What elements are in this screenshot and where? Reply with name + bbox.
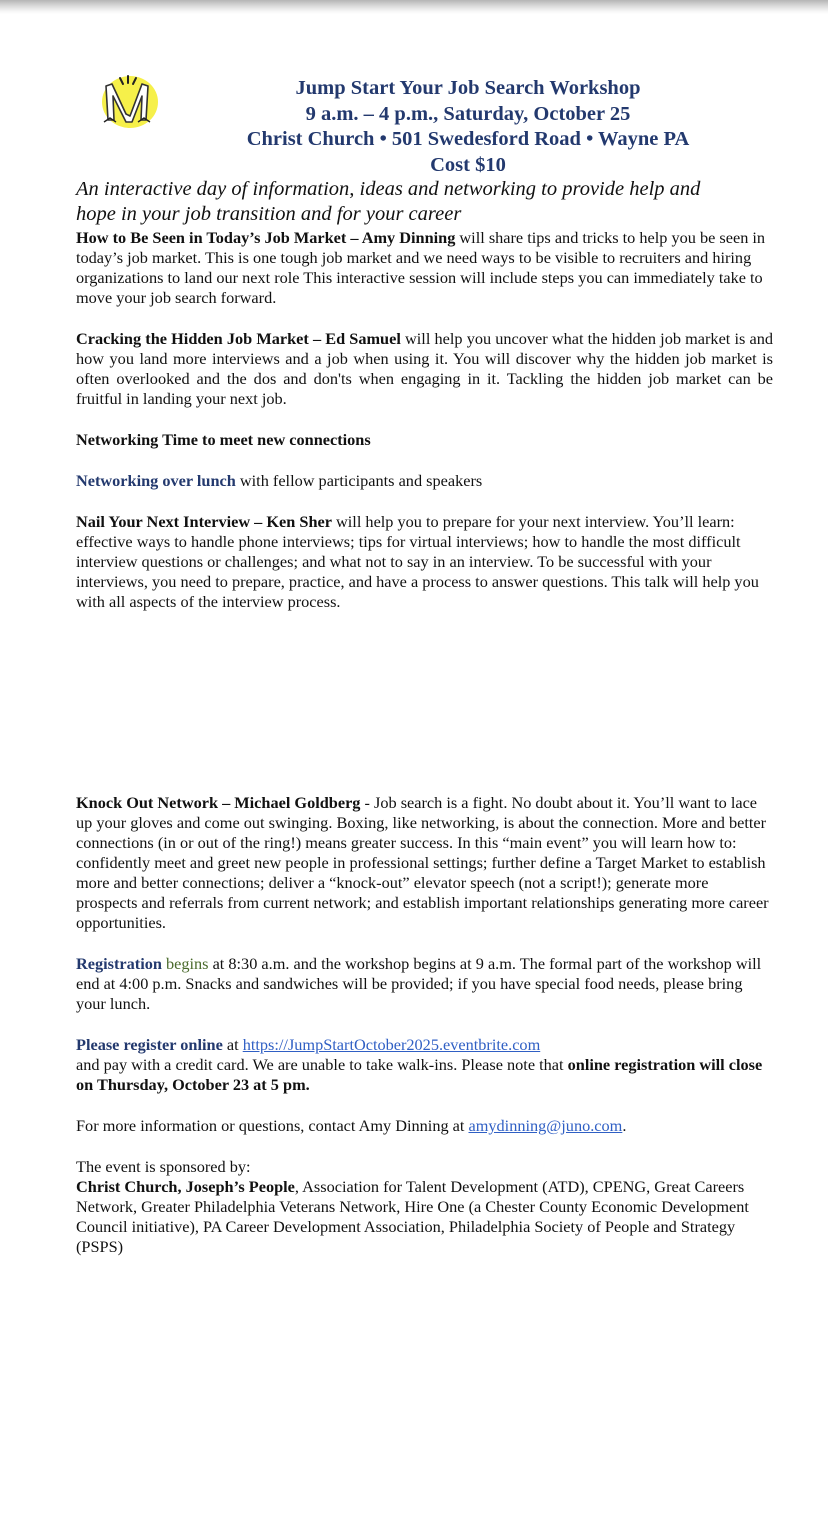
event-cost: Cost $10	[430, 153, 506, 176]
tagline-line-1: An interactive day of information, ideas and networking to provide help and	[76, 178, 701, 200]
sponsors-intro: The event is sponsored by:	[76, 1157, 251, 1176]
register-body: and pay with a credit card. We are unable to take walk-ins. Please note that	[76, 1055, 568, 1074]
networking-lunch	[76, 471, 773, 491]
session-knockout	[76, 793, 773, 933]
session-title: Knock Out Network – Michael Goldberg	[76, 793, 361, 812]
top-shadow	[0, 0, 828, 14]
contact-email-link[interactable]: amydinning@juno.com	[468, 1116, 623, 1135]
event-title: Jump Start Your Job Search Workshop	[295, 77, 641, 99]
registration-begins: begins	[161, 954, 209, 973]
document-body	[76, 228, 773, 1257]
registration-label: Registration	[76, 954, 162, 973]
yellow-m-logo-icon	[96, 72, 160, 132]
session-title: How to Be Seen in Today’s Job Market – Amy Dinning	[76, 228, 456, 247]
networking-time-heading: Networking Time to meet new connections	[76, 430, 371, 449]
eventbrite-link[interactable]: https://JumpStartOctober2025.eventbrite.com	[242, 1035, 541, 1054]
session-body: will share tips and tricks to help you be seen in today’s job market. This is one tough job market and we need ways to be visible to recruiters and hiring organizations to land our next role This interactive session will include steps you can immediately take to move your job search forward.	[76, 228, 766, 307]
sponsors-lead: Christ Church, Joseph’s People	[76, 1177, 295, 1196]
session-title: Cracking the Hidden Job Market – Ed Samuel	[76, 329, 401, 348]
register-online-info	[76, 1035, 773, 1095]
register-at: at	[222, 1035, 243, 1054]
networking-time	[76, 430, 773, 450]
registration-info	[76, 954, 773, 1014]
registration-deadline: online registration will close on Thursday, October 23 at 5 pm.	[76, 1055, 763, 1094]
session-body: - Job search is a fight. No doubt about it. You’ll want to lace up your gloves and come out swinging. Boxing, like networking, is about the connection. More and better connections (in or out of the ring!) means greater success. In this “main event” you will learn how to: confidently meet and greet new people in professional settings; further define a Target Market to establish more and better connections; deliver a “knock-out” elevator speech (not a script!); generate more prospects and referrals from current network; and establish important relationships generating more career opportunities.	[76, 793, 769, 932]
session-body: will help you uncover what the hidden job market is and how you land more interviews and a job when using it. You will discover why the hidden job market is often overlooked and the dos and don'ts when engaging in it. Tackling the hidden job market can be fruitful in landing your next job.	[76, 329, 773, 408]
tagline	[76, 177, 776, 227]
contact-text: For more information or questions, contact Amy Dinning at	[76, 1116, 469, 1135]
contact-end: .	[622, 1116, 627, 1135]
event-location: Christ Church • 501 Swedesford Road • Wayne PA	[246, 128, 690, 150]
event-datetime: 9 a.m. – 4 p.m., Saturday, October 25	[305, 102, 631, 125]
registration-body: at 8:30 a.m. and the workshop begins at 9 a.m. The formal part of the workshop will end at 4:00 p.m. Snacks and sandwiches will be provided; if you have special food needs, please bring your lunch.	[76, 954, 762, 1013]
session-seen	[76, 228, 773, 308]
tagline-line-2: hope in your job transition and for your career	[76, 203, 462, 225]
session-title: Nail Your Next Interview – Ken Sher	[76, 512, 332, 531]
register-online-label: Please register online	[76, 1035, 223, 1054]
event-header	[230, 76, 706, 178]
session-body: will help you to prepare for your next interview. You’ll learn: effective ways to handle phone interviews; tips for virtual interviews; how to handle the most difficult interview questions or challenges; and what not to say in an interview. To be successful with your interviews, you need to prepare, practice, and have a process to answer questions. This talk will help you with all aspects of the interview process.	[76, 512, 759, 611]
lunch-title: Networking over lunch	[76, 471, 236, 490]
sponsors-rest: , Association for Talent Development (ATD), CPENG, Great Careers Network, Greater Philadelphia Veterans Network, Hire One (a Chester County Economic Development Council initiative), PA Career Development Association, Philadelphia Society of People and Strategy (PSPS)	[76, 1177, 749, 1256]
sponsors-list	[76, 1177, 773, 1257]
session-interview	[76, 512, 773, 612]
blank-space	[76, 612, 773, 793]
lunch-body: with fellow participants and speakers	[235, 471, 483, 490]
contact-info	[76, 1116, 773, 1136]
session-hidden-market	[76, 329, 773, 409]
